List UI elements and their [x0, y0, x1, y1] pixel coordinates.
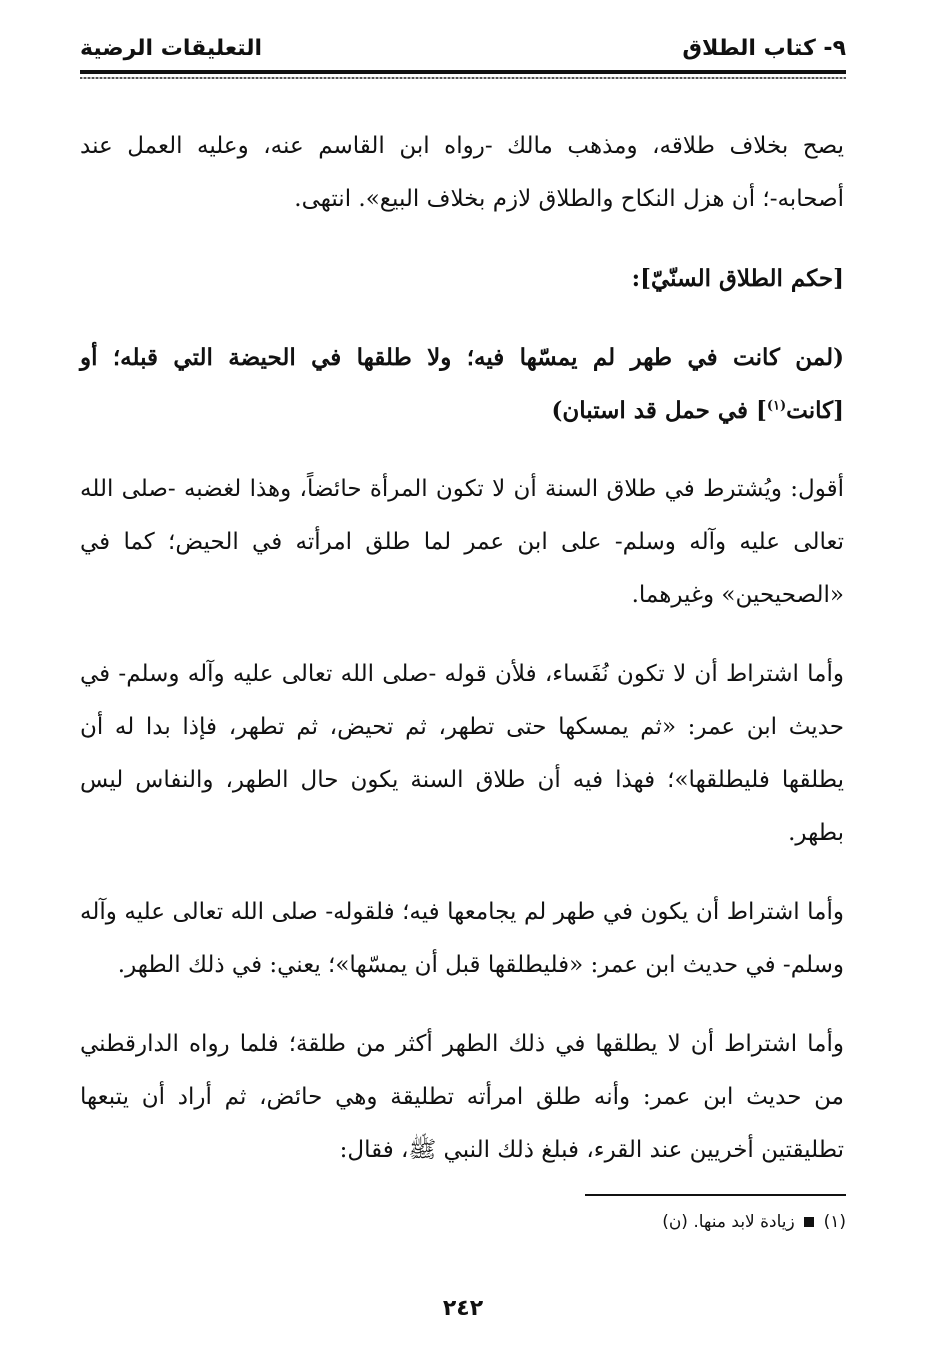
footnote-text: زيادة لابد منها. (ن): [662, 1212, 795, 1232]
header-rule: [80, 70, 846, 74]
page-body: [80, 120, 844, 1203]
paragraph: وأما اشتراط أن يكون في طهر لم يجامعها فيه؛ فلقوله- صلى الله تعالى عليه وآله وسلم- في حديث ابن عمر: «فليطلقها قبل أن يمسّها»؛ يعني: في ذلك الطهر.: [80, 899, 844, 978]
footnote-number: (١): [823, 1212, 846, 1232]
matn-text: [80, 331, 844, 437]
matn-text-part2: ] في حمل قد استبان): [551, 397, 767, 424]
footnote-separator: [585, 1194, 846, 1196]
paragraph: أقول: ويُشترط في طلاق السنة أن لا تكون المرأة حائضاً، وهذا لغضبه -صلى الله تعالى عليه وآله وسلم- على ابن عمر لما طلق امرأته في الحيض؛ كما في «الصحيحين» وغيرهما.: [80, 476, 844, 608]
book-title: التعليقات الرضية: [80, 36, 263, 61]
paragraph: يصح بخلاف طلاقه، ومذهب مالك -رواه ابن القاسم عنه، وعليه العمل عند أصحابه-؛ أن هزل النكاح والطلاق لازم بخلاف البيع». انتهى.: [80, 133, 844, 212]
matn-text-part1: (لمن كانت في طهر لم يمسّها فيه؛ ولا طلقها في الحيضة التي قبله؛ أو [كانت: [80, 344, 844, 424]
running-header: [80, 30, 846, 66]
chapter-title: ٩- كتاب الطلاق: [682, 36, 846, 61]
paragraph: وأما اشتراط أن لا تكون نُفَساء، فلأن قوله -صلى الله تعالى عليه وآله وسلم- في حديث ابن عمر: «ثم يمسكها حتى تطهر، ثم تحيض، ثم تطهر، فإذا بدا له أن يطلقها فليطلقها»؛ فهذا فيه أن طلاق السنة يكون حال الطهر، والنفاس ليس بطهر.: [80, 661, 844, 846]
page-number: ٢٤٢: [442, 1296, 484, 1321]
header-rule-dotted: [80, 77, 846, 79]
footnote: [662, 1212, 846, 1232]
footnote-marker[interactable]: (١): [766, 398, 787, 414]
square-bullet-icon: [804, 1217, 814, 1227]
paragraph: وأما اشتراط أن لا يطلقها في ذلك الطهر أكثر من طلقة؛ فلما رواه الدارقطني من حديث ابن عمر: وأنه طلق امرأته تطليقة وهي حائض، ثم أراد أن يتبعها تطليقتين أخريين عند القرء، فبلغ ذلك النبي ﷺ، فقال:: [80, 1031, 844, 1163]
section-heading: [حكم الطلاق السنّيّ]:: [631, 265, 844, 292]
